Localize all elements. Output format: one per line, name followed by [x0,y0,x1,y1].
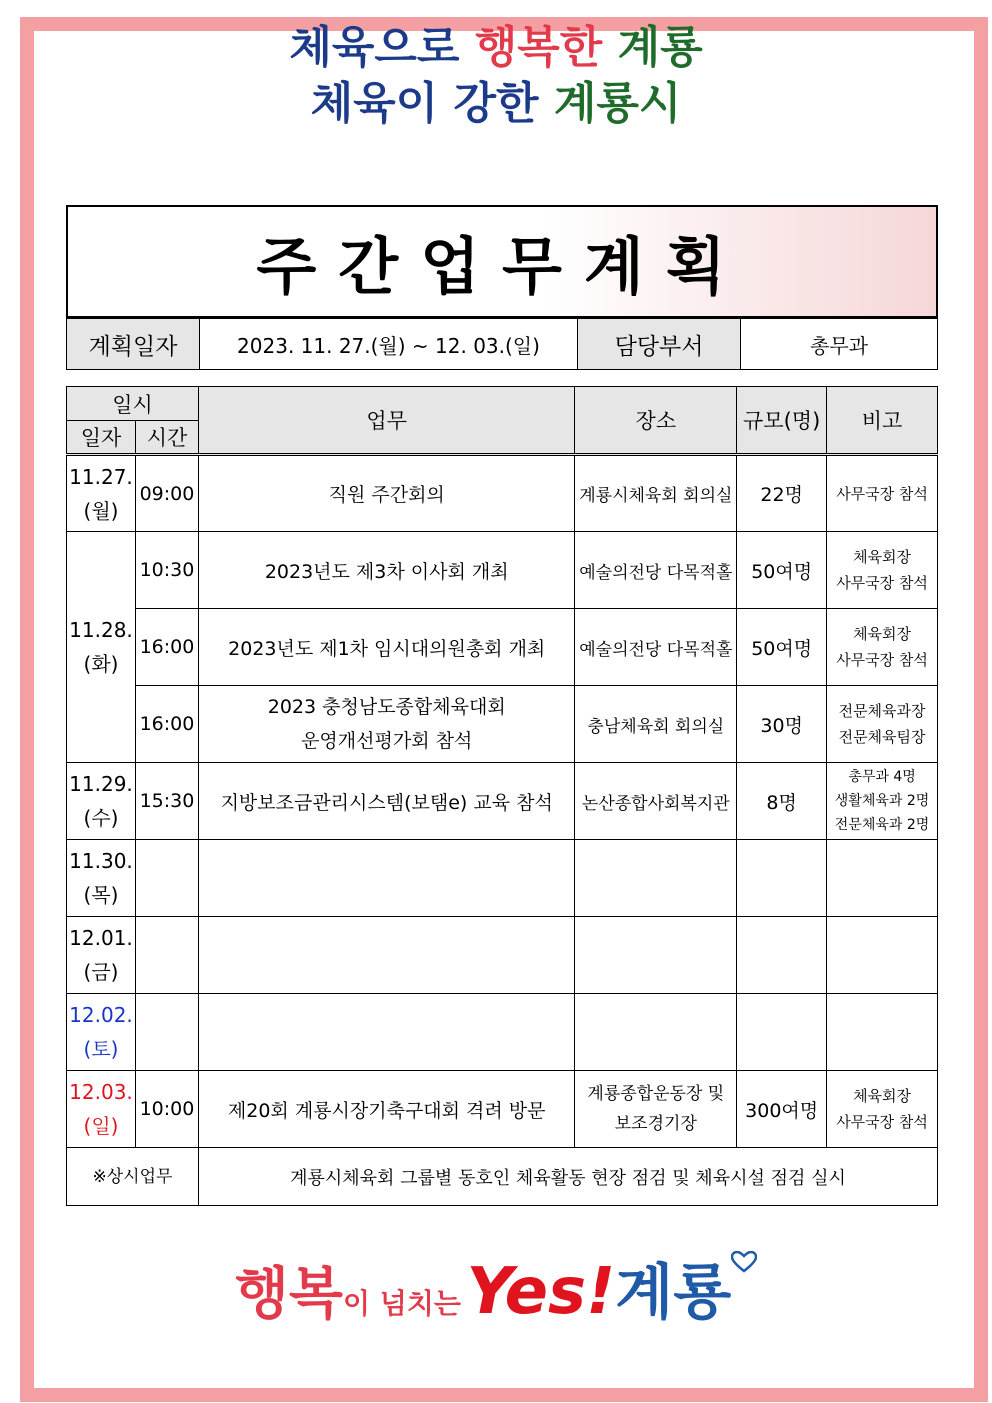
footer-word: 행복 [234,1262,343,1327]
slogan-word: 체육이 [310,78,439,129]
task-cell: 직원 주간회의 [198,455,574,532]
header-datetime: 일시 [67,387,199,421]
place-cell: 논산종합사회복지관 [575,763,737,840]
header-task: 업무 [198,387,574,455]
footer-word: 이 넘치는 [342,1287,461,1320]
task-cell: 2023년도 제1차 임시대의원총회 개최 [198,609,574,686]
slogan-word: 행복한 [474,22,603,73]
place-cell: 계룡시체육회 회의실 [575,455,737,532]
document-title: 주간업무계획 [256,230,748,303]
header-note: 비고 [827,387,938,455]
task-cell: 지방보조금관리시스템(보탬e) 교육 참석 [198,763,574,840]
regular-task-value: 계룡시체육회 그룹별 동호인 체육활동 현장 점검 및 체육시설 점검 실시 [198,1148,937,1206]
schedule-table [66,386,938,1206]
header-time: 시간 [135,421,198,455]
table-row [67,609,938,686]
time-cell: 10:30 [135,532,198,609]
table-row [67,917,938,994]
note-cell: 체육회장 사무국장 참석 [827,609,938,686]
table-row [67,532,938,609]
regular-task-label: ※상시업무 [67,1148,199,1206]
heart-icon [731,1251,757,1273]
time-cell: 16:00 [135,609,198,686]
place-cell: 예술의전당 다목적홀 [575,532,737,609]
slogan-word: 계룡시 [553,78,682,129]
footer-gyeryong: 계룡 [615,1258,732,1328]
scale-cell: 50여명 [737,532,827,609]
note-cell: 체육회장 사무국장 참석 [827,532,938,609]
info-table [66,318,938,370]
scale-cell: 50여명 [737,609,827,686]
date-cell: 11.27. (월) [67,455,136,532]
note-cell: 총무과 4명 생활체육과 2명 전문체육과 2명 [827,763,938,840]
table-row [67,840,938,917]
regular-task-row [67,1148,938,1206]
table-row [67,1071,938,1148]
table-row [67,763,938,840]
date-cell: 11.29. (수) [67,763,136,840]
note-cell: 사무국장 참석 [827,455,938,532]
task-cell: 2023 충청남도종합체육대회 운영개선평가회 참석 [198,686,574,763]
date-cell-saturday: 12.02. (토) [67,994,136,1071]
scale-cell: 300여명 [737,1071,827,1148]
plan-date-label: 계획일자 [67,319,200,370]
dept-label: 담당부서 [578,319,741,370]
footer-logo [0,1245,992,1331]
time-cell: 15:30 [135,763,198,840]
place-cell: 충남체육회 회의실 [575,686,737,763]
scale-cell: 30명 [737,686,827,763]
task-cell: 2023년도 제3차 이사회 개최 [198,532,574,609]
scale-cell: 22명 [737,455,827,532]
slogan-word: 체육으로 [289,22,460,73]
footer-yes: Yes! [466,1255,616,1329]
dept-value: 총무과 [741,319,938,370]
place-cell: 예술의전당 다목적홀 [575,609,737,686]
table-row [67,455,938,532]
header-scale: 규모(명) [737,387,827,455]
time-cell: 09:00 [135,455,198,532]
slogan-word: 강한 [453,78,539,129]
time-cell: 16:00 [135,686,198,763]
place-cell: 계룡종합운동장 및 보조경기장 [575,1071,737,1148]
time-cell: 10:00 [135,1071,198,1148]
scale-cell: 8명 [737,763,827,840]
date-cell: 11.30. (목) [67,840,136,917]
date-cell: 11.28. (화) [67,532,136,763]
task-cell: 제20회 계룡시장기축구대회 격려 방문 [198,1071,574,1148]
top-slogan [0,20,992,132]
header-date: 일자 [67,421,136,455]
table-row [67,994,938,1071]
table-row [67,686,938,763]
header-place: 장소 [575,387,737,455]
note-cell: 체육회장 사무국장 참석 [827,1071,938,1148]
document-title-box [66,205,938,318]
date-cell: 12.01. (금) [67,917,136,994]
note-cell: 전문체육과장 전문체육팀장 [827,686,938,763]
plan-date-value: 2023. 11. 27.(월) ~ 12. 03.(일) [200,319,578,370]
date-cell-sunday: 12.03. (일) [67,1071,136,1148]
slogan-word: 계룡 [617,22,703,73]
